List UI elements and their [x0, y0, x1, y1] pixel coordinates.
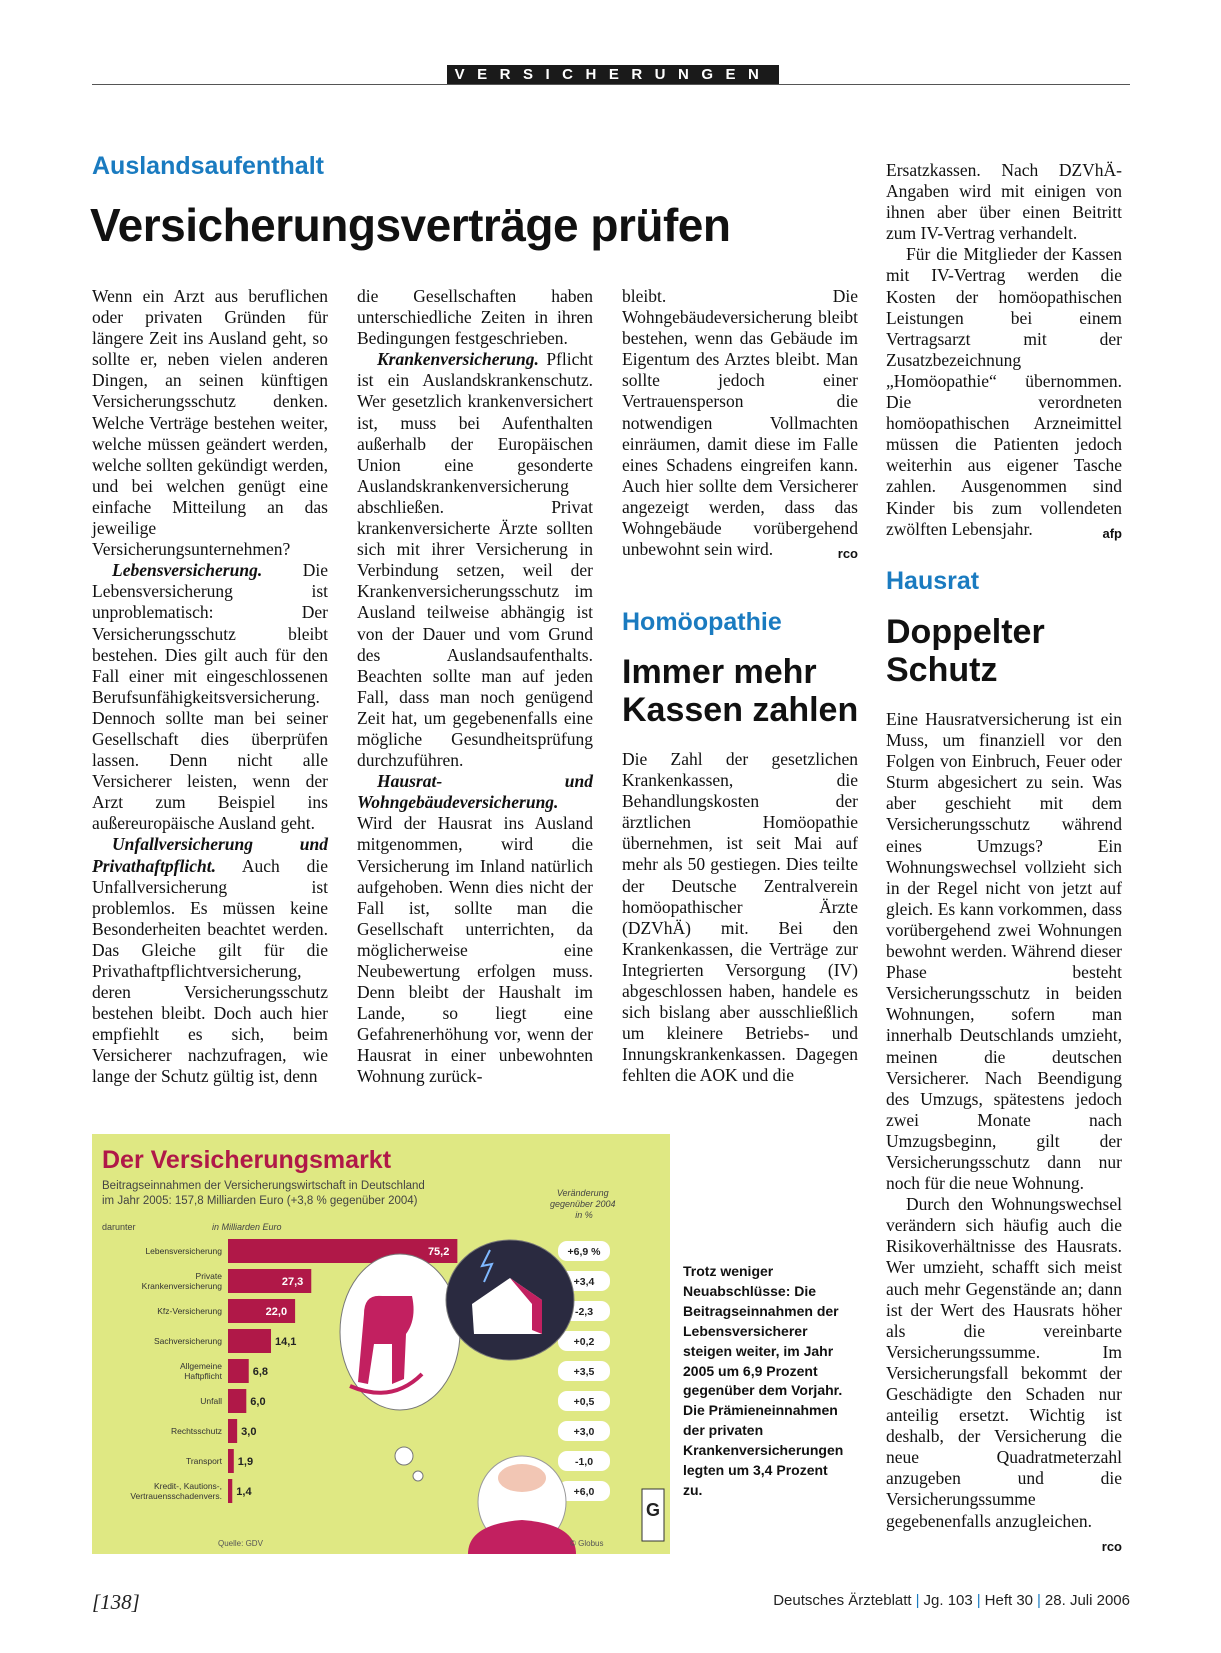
change-value-label: +6,9 %: [567, 1246, 601, 1258]
subhead-unfallversicherung: Unfallversicherung und Privathaftpflicht.: [92, 834, 328, 876]
paragraph-lebensversicherung: [92, 560, 328, 834]
article2-title-line2: Kassen zahlen: [622, 691, 859, 729]
article1-intro: Wenn ein Arzt aus beruflichen oder privaten Gründen für längere Zeit ins Ausland geht, so sollte er, neben vielen anderen Dingen, an seinen künftigen Versicherungsschutz denken. Welche Verträge bestehen weiter, welche müssen geändert werden, welche sollten gekündigt werden, und bei welchen genügt eine einfache Mitteilung an das jeweilige Versicherungsunternehmen?: [92, 286, 328, 560]
chart-darunter-label: darunter: [102, 1222, 136, 1232]
change-value-label: +3,5: [573, 1366, 595, 1378]
bar-category-label: Transport: [185, 1456, 222, 1466]
text-unfallversicherung: Auch die Unfallversicherung ist problemlos. Es müssen keine Besonderheiten beachtet werden. Das Gleiche gilt für die Privathaftpflichtversicherung, deren Versicherungsschutz bestehen bleibt. Doch auch hier empfiehlt es sich, beim Versicherer nachzufragen, wie lange der Schutz gültig ist, denn: [92, 855, 328, 1087]
footer-volume: Jg. 103: [923, 1592, 973, 1609]
bar-category-label: [180, 1361, 223, 1381]
versicherungsmarkt-chart: [92, 1134, 670, 1554]
article2-column-2: [886, 160, 1122, 544]
chart-subtitle-line1: Beitragseinnahmen der Versicherungswirtschaft in Deutschland: [102, 1180, 425, 1192]
change-value-label: -2,3: [574, 1306, 594, 1318]
footer-citation: [773, 1592, 1130, 1609]
chart-title: Der Versicherungsmarkt: [102, 1146, 392, 1174]
article3-paragraph-2: [886, 1194, 1122, 1554]
footer-separator: |: [1037, 1592, 1041, 1609]
page-number: [138]: [92, 1590, 140, 1614]
article2-continued: Ersatzkassen. Nach DZVhÄ-Angaben wird mit einigen von ihnen aber über einen Beitritt zum IV-Vertrag verhandelt.: [886, 160, 1122, 244]
article3-paragraph-1: Eine Hausratversicherung ist ein Muss, um finanziell vor den Folgen von Einbruch, Feuer oder Sturm abgesichert zu sein. Was aber geschieht mit dem Versicherungsschutz während eines Umzugs? Ein Wohnungswechsel vollzieht sich in der Regel nicht von jetzt auf gleich. Es kann vorkommen, dass vorübergehend zwei Wohnungen bewohnt werden. Während dieser Phase besteht Versicherungsschutz in beiden Wohnungen, sofern man innerhalb Deutschlands umzieht, meinen die deutschen Versicherer. Nach Beendigung des Umzugs, spätestens jedoch zwei Monate nach Umzugsbeginn, gilt der Versicherungsschutz dann nur noch für die neue Wohnung.: [886, 709, 1122, 1194]
article2-column-1: [622, 749, 858, 1087]
change-value-label: -1,0: [574, 1456, 594, 1468]
article3-kicker: Hausrat: [886, 567, 980, 595]
bar-value-label: 27,3: [281, 1276, 304, 1288]
paragraph-krankenversicherung: [357, 349, 593, 771]
chart-caption: Trotz weniger Neuabschlüsse: Die Beitragseinnahmen der Lebensversicherer steigen weiter, im Jahr 2005 um 6,9 Prozent gegenüber dem Vorjahr. Die Prämieneinnahmen der privaten Krankenversicherungen legten um 3,4 Prozent zu.: [683, 1263, 844, 1498]
bubble-dot-small: [413, 1471, 423, 1481]
bar: [228, 1449, 234, 1473]
change-value-label: +3,0: [573, 1426, 595, 1438]
bar-value-label: 14,1: [275, 1336, 297, 1348]
article2-p2-body: Für die Mitglieder der Kassen mit IV-Vertrag werden die Kosten der homöopathischen Leistungen bei einem Vertragsarzt mit der Zusatzbezeichnung „Homöopathie“ übernommen. Die verordneten homöopathischen Arzneimittel müssen die Patienten jedoch weiterhin aus eigener Tasche zahlen. Ausgenommen sind Kinder bis zum vollendeten zwölften Lebensjahr.: [886, 244, 1122, 539]
signature-rco: rco: [837, 546, 858, 562]
bar-category-label: Unfall: [200, 1396, 222, 1406]
chart-credit: © Globus: [570, 1539, 604, 1548]
article3-title-line1: Doppelter: [886, 613, 1045, 651]
footer-date: 28. Juli 2006: [1044, 1592, 1130, 1609]
bar-value-label: 6,8: [252, 1366, 269, 1378]
article1-column-2: [357, 286, 593, 1088]
bar-category-label-line: Allgemeine: [179, 1361, 222, 1371]
article2-title-line1: Immer mehr: [622, 653, 817, 691]
bar-category-label-line: Haftpflicht: [184, 1371, 222, 1381]
col3-text: [622, 286, 858, 560]
bar-category-label: Sachversicherung: [153, 1336, 222, 1346]
article3-title-line2: Schutz: [886, 651, 998, 689]
text-hausrat-wohngebaeude: Wird der Hausrat ins Ausland mitgenommen, wird die Versicherung im Inland natürlich aufgehoben. Wenn dies nicht der Fall ist, sollte man die Gesellschaft unterrichten, da möglicherweise eine Neubewertung erfolgen muss. Denn bleibt der Haushalt im Lande, so liegt eine Gefahrenerhöhung vor, wenn der Hausrat in einer unbewohnten Wohnung zurück-: [357, 813, 593, 1087]
subhead-lebensversicherung: Lebensversicherung.: [112, 560, 263, 581]
subhead-hausrat-wohngebaeude: Hausrat- und Wohngebäudeversicherung.: [357, 771, 593, 813]
article1-column-1: [92, 286, 328, 1088]
footer-issue: Heft 30: [984, 1592, 1034, 1609]
article1-title: Versicherungsverträge prüfen: [90, 199, 731, 251]
chart-source: Quelle: GDV: [218, 1539, 263, 1548]
col3-body: bleibt. Die Wohngebäudeversicherung bleibt bestehen, wenn das Gebäude im Eigentum des Arztes bleibt. Man sollte jedoch einer Vertrauensperson die notwendigen Vollmachten einräumen, damit diese im Falle eines Schadens eingreifen kann. Auch hier sollte dem Versicherer angezeigt werden, dass das Wohngebäude vorübergehend unbewohnt sein wird.: [622, 286, 858, 560]
bar-value-label: 1,4: [236, 1486, 252, 1498]
header-rule: [92, 84, 1130, 85]
bar-category-label-line: Private: [195, 1271, 222, 1281]
change-header-line1: Veränderung: [556, 1188, 609, 1198]
footer-separator: |: [976, 1592, 981, 1609]
bar-value-label: 1,9: [237, 1456, 254, 1468]
bar: [228, 1419, 237, 1443]
globus-logo-letter: G: [645, 1500, 661, 1520]
bar: [228, 1479, 232, 1503]
bar-category-label: Kfz-Versicherung: [157, 1306, 222, 1316]
bar-category-label: Lebensversicherung: [145, 1246, 222, 1256]
bar: [228, 1359, 249, 1383]
change-header-line3: in %: [575, 1210, 593, 1220]
article3-title: [886, 613, 1045, 689]
subhead-krankenversicherung: Krankenversicherung.: [377, 349, 539, 370]
article2-title: [622, 653, 858, 729]
bar-value-label: 6,0: [250, 1396, 266, 1408]
paragraph-hausrat-wohngebaeude: [357, 771, 593, 1087]
change-value-label: +0,5: [573, 1396, 595, 1408]
article2-kicker: Homöopathie: [622, 608, 782, 636]
bar-value-label: 3,0: [241, 1426, 257, 1438]
change-header-line2: gegenüber 2004: [549, 1199, 616, 1209]
article2-paragraph-2: [886, 244, 1122, 539]
footer-separator: |: [915, 1592, 920, 1609]
bar-category-label-line: Vertrauensschadenvers.: [130, 1491, 222, 1501]
paragraph-unfallversicherung: [92, 834, 328, 1087]
text-krankenversicherung: Pflicht ist ein Auslandskrankenschutz. Wer gesetzlich krankenversichert ist, muss bei Aufenthalten außerhalb der Europäischen Union eine gesonderte Auslandskrankenversicherung abschließen. Privat krankenversicherte Ärzte sollten sich mit ihrer Versicherung in Verbindung setzen, weil der Krankenversicherungsschutz im Ausland teilweise abhängig ist von der Dauer und vom Grund des Auslandsaufenthalts. Beachten sollte man auf jeden Fall, dass man noch genügend Zeit hat, um gegebenenfalls eine mögliche Gesundheitsprüfung durchzuführen.: [357, 349, 593, 771]
change-value-label: +3,4: [573, 1276, 595, 1288]
footer-journal: Deutsches Ärzteblatt: [773, 1592, 912, 1609]
chart-unit-label: in Milliarden Euro: [212, 1222, 282, 1232]
signature-rco-2: rco: [1101, 1538, 1122, 1554]
person-face: [498, 1464, 546, 1492]
article1-column-3: [622, 286, 858, 564]
signature-afp: afp: [1102, 525, 1122, 541]
col2-intro: die Gesellschaften haben unterschiedliche Zeiten in ihren Bedingungen festgeschrieben.: [357, 286, 593, 349]
text-lebensversicherung: Die Lebensversicherung ist unproblematisch: Der Versicherungsschutz bleibt bestehen. Dies gilt auch für den Fall einer mit eingeschlossenen Berufsunfähigkeitsversicherung. Dennoch sollte man bei seiner Gesellschaft dies überprüfen lassen. Denn nicht alle Versicherer leisten, wenn der Arzt zum Beispiel ins außereuropäische Ausland geht.: [92, 560, 328, 834]
bubble-dot-medium: [395, 1447, 413, 1465]
change-value-label: +0,2: [573, 1336, 595, 1348]
article3-column: [886, 709, 1122, 1557]
bar: [228, 1389, 246, 1413]
bar-category-label: Rechtsschutz: [170, 1426, 222, 1436]
section-header: VERSICHERUNGEN: [447, 65, 779, 84]
bar-value-label: 22,0: [265, 1306, 288, 1318]
chart-subtitle-line2: im Jahr 2005: 157,8 Milliarden Euro (+3,8 % gegenüber 2004): [102, 1195, 418, 1207]
article2-text: Die Zahl der gesetzlichen Krankenkassen, die Behandlungskosten der ärztlichen Homöopathie übernehmen, ist seit Mai auf mehr als 50 gestiegen. Dies teilte der Deutsche Zentralverein homöopathischer Ärzte (DZVhÄ) mit. Bei den Krankenkassen, die Verträge zur Integrierten Versorgung (IV) abgeschlossen haben, handele es sich bislang aber ausschließlich um kleinere Betriebs- und Innungskrankenkassen. Dagegen fehlten die AOK und die: [622, 749, 858, 1086]
bar-category-label-line: Krankenversicherung: [141, 1281, 222, 1291]
article3-p2-body: Durch den Wohnungswechsel verändern sich häufig auch die Risikoverhältnisse des Hausrats. Wer umzieht, schafft sich meist auch mehr Gegenstände an; dann ist der Wert des Hausrats höher als die vereinbarte Versicherungssumme. Im Versicherungsfall bekommt der Geschädigte den Schaden nur anteilig ersetzt. Wichtig ist deshalb, der Versicherung die neue Quadratmeterzahl anzugeben und die Versicherungssumme gegebenenfalls anzugleichen.: [886, 1194, 1122, 1531]
article1-kicker: Auslandsaufenthalt: [92, 152, 324, 180]
bar-category-label-line: Kredit-, Kautions-,: [153, 1481, 222, 1491]
bar-value-label: 75,2: [427, 1246, 450, 1258]
bar: [228, 1329, 271, 1353]
change-value-label: +6,0: [573, 1486, 595, 1498]
